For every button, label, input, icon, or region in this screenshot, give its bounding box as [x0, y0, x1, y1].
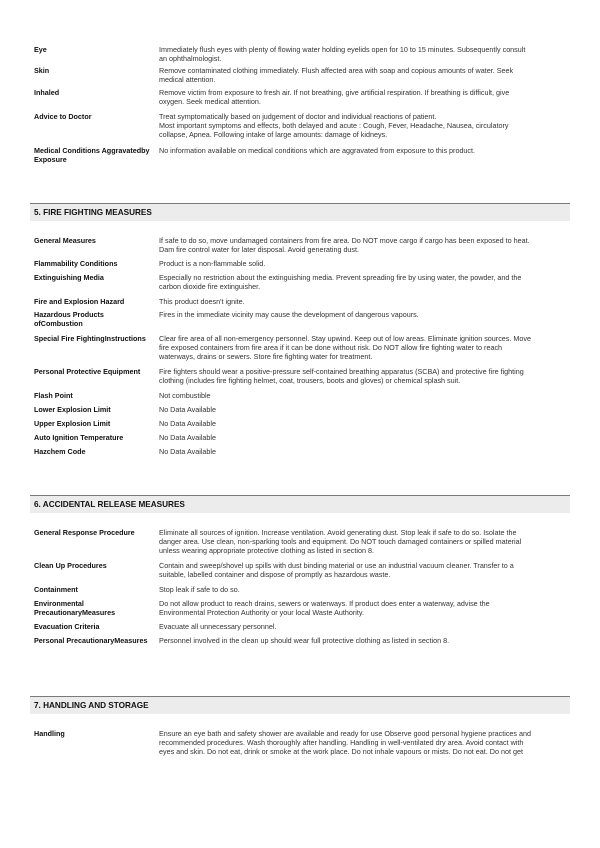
- field-label: [34, 528, 152, 537]
- field-label-line: Flammability Conditions: [34, 259, 118, 268]
- field-value-line: This product doesn't ignite.: [159, 297, 245, 306]
- field-value-line: Environmental Protection Authority or your local Waste Authority.: [159, 608, 364, 618]
- field-label-line: General Measures: [34, 236, 96, 245]
- field-label-line: Inhaled: [34, 88, 60, 97]
- field-label-line: Medical Conditions Aggravated: [34, 146, 142, 155]
- field-value-line: Stop leak if safe to do so.: [159, 585, 240, 594]
- field-value-line: suitable, labelled container and dispose of promptly as hazardous waste.: [159, 570, 391, 580]
- field-label: [34, 45, 152, 54]
- field-value-line: Personnel involved in the clean up should wear full protective clothing as listed in section 8.: [159, 636, 450, 645]
- field-value-line: medical attention.: [159, 75, 216, 85]
- field-value-line: If safe to do so, move undamaged containers from fire area. Do NOT move cargo if cargo has been exposed to heat.: [159, 236, 530, 245]
- field-value: [159, 236, 564, 254]
- field-label: [34, 367, 152, 376]
- field-value-line: an ophthalmologist.: [159, 54, 222, 64]
- field-value-line: collapse, Apnea. Following intake of large amounts: damage of kidneys.: [159, 130, 388, 140]
- field-value-line: Dam fire control water for later disposal. Avoid generating dust.: [159, 245, 360, 255]
- field-value-line: Remove victim from exposure to fresh air. If not breathing, give artificial respiration. If breathing is difficult, give: [159, 88, 510, 97]
- field-label-line: Upper Explosion Limit: [34, 419, 111, 428]
- field-value: [159, 528, 564, 556]
- field-label: [34, 259, 152, 268]
- field-label: [34, 585, 152, 594]
- field-value-line: fire exposed containers from fire area if it can be done without risk. Do NOT allow fire fighting water to reach: [159, 343, 503, 353]
- section-title: 5. FIRE FIGHTING MEASURES: [34, 208, 152, 217]
- field-label: [34, 146, 152, 164]
- field-value: [159, 259, 564, 268]
- field-label-line: Fire and Explosion Hazard: [34, 297, 125, 306]
- field-value-line: Do not allow product to reach drains, sewers or waterways. If product does enter a waterway, advise the: [159, 599, 490, 608]
- field-label-line: Hazardous Products of: [34, 310, 104, 329]
- field-value-line: eyes and skin. Do not eat, drink or smoke at the work place. Do not inhale vapours or mists. Do not eat. Do not get: [159, 747, 523, 757]
- field-label-line: by Exposure: [34, 146, 150, 165]
- field-value-line: No Data Available: [159, 433, 217, 442]
- field-value: [159, 419, 564, 428]
- field-value: [159, 367, 564, 385]
- section-title: 7. HANDLING AND STORAGE: [34, 701, 149, 710]
- field-label: [34, 433, 152, 442]
- field-value-line: No Data Available: [159, 447, 217, 456]
- field-value: [159, 599, 564, 617]
- field-label-line: Skin: [34, 66, 50, 75]
- field-label: [34, 88, 152, 97]
- field-value-line: Immediately flush eyes with plenty of flowing water holding eyelids open for 10 to 15 minutes. Subsequently consult: [159, 45, 526, 54]
- field-value-line: No Data Available: [159, 419, 217, 428]
- field-label: [34, 636, 152, 645]
- field-label-line: Environmental Precautionary: [34, 599, 84, 618]
- field-label: [34, 729, 152, 738]
- field-label-line: Personal Protective Equipment: [34, 367, 141, 376]
- field-label-line: Eye: [34, 45, 47, 54]
- section-title: 6. ACCIDENTAL RELEASE MEASURES: [34, 500, 185, 509]
- field-value-line: Ensure an eye bath and safety shower are available and ready for use Observe good personal hygiene practices and: [159, 729, 531, 738]
- field-value: [159, 391, 564, 400]
- field-value: [159, 112, 564, 140]
- field-label: [34, 447, 152, 456]
- field-label-line: Auto Ignition Temperature: [34, 433, 124, 442]
- field-label-line: General Response Procedure: [34, 528, 135, 537]
- field-label: [34, 66, 152, 75]
- field-label: [34, 310, 152, 328]
- field-value-line: Remove contaminated clothing immediately. Flush affected area with soap and copious amounts of water. Seek: [159, 66, 514, 75]
- field-value-line: oxygen. Seek medical attention.: [159, 97, 261, 107]
- field-value-line: No information available on medical conditions which are aggravated from exposure to this product.: [159, 146, 476, 155]
- field-label-line: Combustion: [40, 319, 83, 329]
- field-label: [34, 391, 152, 400]
- field-label: [34, 297, 152, 306]
- field-label-line: Special Fire Fighting: [34, 334, 105, 343]
- field-label-line: Advice to Doctor: [34, 112, 92, 121]
- field-value-line: Most important symptoms and effects, both delayed and acute : Cough, Fever, Headache, Nausea, circulatory: [159, 121, 509, 131]
- field-label-line: Clean Up Procedures: [34, 561, 107, 570]
- field-value-line: waterways, drains or sewers. Store fire fighting water for treatment.: [159, 352, 373, 362]
- field-label: [34, 405, 152, 414]
- field-value: [159, 561, 564, 579]
- field-value: [159, 45, 564, 63]
- field-value-line: Clear fire area of all non-emergency personnel. Stay upwind. Keep out of low areas. Eliminate ignition sources. Move: [159, 334, 531, 343]
- field-value-line: Product is a non-flammable solid.: [159, 259, 266, 268]
- field-value: [159, 405, 564, 414]
- field-value-line: Contain and sweep/shovel up spills with dust binding material or use an industrial vacuum cleaner. Transfer to a: [159, 561, 514, 570]
- field-label-line: Extinguishing Media: [34, 273, 104, 282]
- field-label: [34, 561, 152, 570]
- field-value-line: danger area. Use clean, non-sparking tools and equipment. Do NOT touch damaged containers or spilled material: [159, 537, 522, 547]
- field-value: [159, 636, 564, 645]
- field-label-line: Flash Point: [34, 391, 73, 400]
- field-label-line: Measures: [114, 636, 148, 645]
- field-value-line: Evacuate all unnecessary personnel.: [159, 622, 277, 631]
- field-value: [159, 273, 564, 291]
- field-label: [34, 236, 152, 245]
- field-label: [34, 622, 152, 631]
- field-label: [34, 599, 152, 617]
- field-value-line: Fire fighters should wear a positive-pressure self-contained breathing apparatus (SCBA) and protective fire fighting: [159, 367, 524, 376]
- field-value-line: No Data Available: [159, 405, 217, 414]
- section-header: [30, 495, 570, 513]
- field-value: [159, 447, 564, 456]
- field-label-line: Handling: [34, 729, 65, 738]
- field-value-line: Treat symptomatically based on judgement of doctor and individual reactions of patient.: [159, 112, 437, 121]
- field-label-line: Containment: [34, 585, 78, 594]
- field-label: [34, 273, 152, 282]
- field-label: [34, 334, 152, 343]
- field-value-line: Not combustible: [159, 391, 211, 400]
- field-value-line: recommended procedures. Wash thoroughly after handling. Handling in well-ventilated dry area. Avoid contact with: [159, 738, 524, 748]
- field-value: [159, 310, 564, 319]
- field-value: [159, 146, 564, 155]
- field-value: [159, 433, 564, 442]
- field-label-line: Lower Explosion Limit: [34, 405, 111, 414]
- field-value: [159, 66, 564, 84]
- field-label-line: Evacuation Criteria: [34, 622, 100, 631]
- field-value-line: Especially no restriction about the extinguishing media. Prevent spreading fire by using water, the powder, and the: [159, 273, 522, 282]
- field-label: [34, 419, 152, 428]
- field-value-line: Eliminate all sources of ignition. Increase ventilation. Avoid generating dust. Stop leak if safe to do so. Isolate the: [159, 528, 517, 537]
- field-label-line: Hazchem Code: [34, 447, 86, 456]
- field-value: [159, 297, 564, 306]
- section-header: [30, 696, 570, 714]
- field-label-line: Instructions: [104, 334, 146, 343]
- field-value-line: Fires in the immediate vicinity may cause the development of dangerous vapours.: [159, 310, 419, 319]
- field-value-line: clothing (includes fire fighting helmet, coat, trousers, boots and gloves) or chemical splash suit.: [159, 376, 461, 386]
- field-value: [159, 88, 564, 106]
- field-value: [159, 622, 564, 631]
- field-value-line: unless wearing appropriate protective clothing as listed in section 8.: [159, 546, 374, 556]
- field-value-line: carbon dioxide fire extinguisher.: [159, 282, 261, 292]
- field-label: [34, 112, 152, 121]
- field-value: [159, 585, 564, 594]
- field-value: [159, 334, 564, 362]
- section-header: [30, 203, 570, 221]
- field-label-line: Measures: [81, 608, 116, 618]
- field-value: [159, 729, 564, 757]
- field-label-line: Personal Precautionary: [34, 636, 115, 645]
